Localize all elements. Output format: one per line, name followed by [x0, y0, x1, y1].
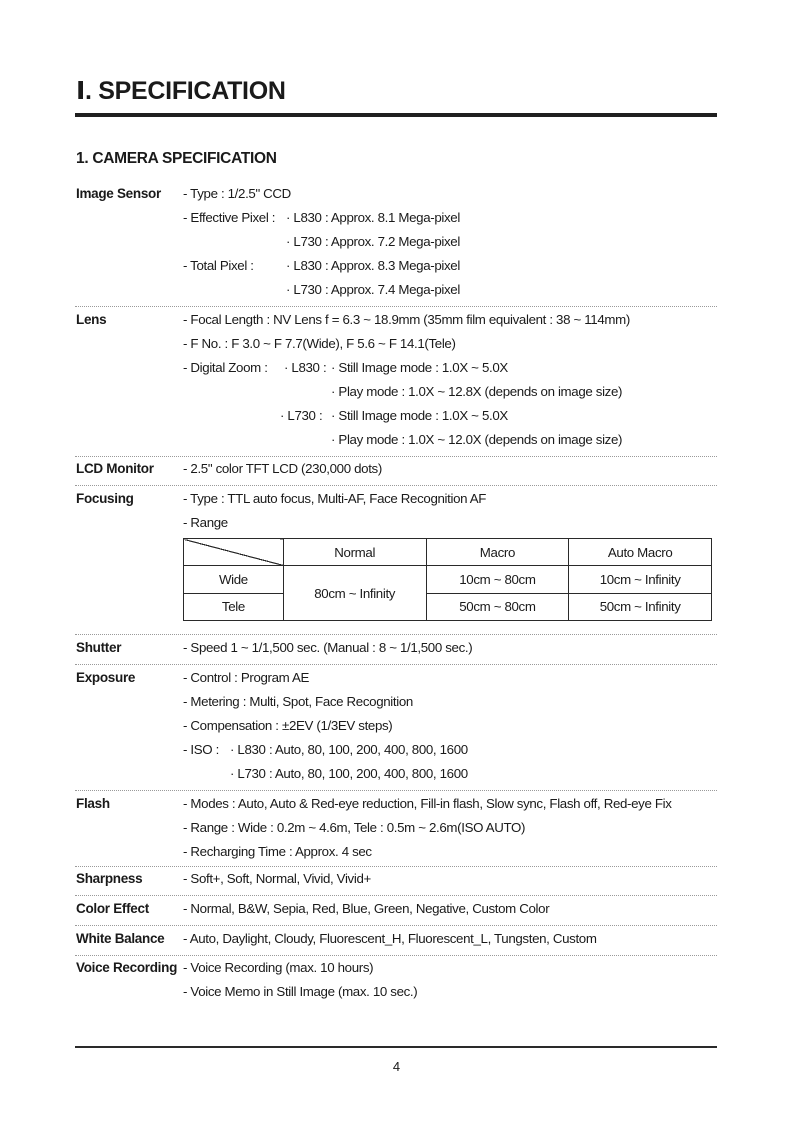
- spec-line: · Still Image mode : 1.0X ~ 5.0X: [331, 408, 508, 423]
- divider: [75, 925, 717, 926]
- spec-line: - Soft+, Soft, Normal, Vivid, Vivid+: [183, 871, 371, 886]
- spec-line: - Voice Recording (max. 10 hours): [183, 960, 374, 975]
- spec-line: · L830 : Auto, 80, 100, 200, 400, 800, 1600: [230, 742, 468, 757]
- spec-label: Voice Recording: [76, 960, 178, 975]
- spec-line: · Still Image mode : 1.0X ~ 5.0X: [331, 360, 508, 375]
- spec-line: - ISO :: [183, 742, 219, 757]
- spec-line: - Metering : Multi, Spot, Face Recognition: [183, 694, 413, 709]
- divider: [75, 955, 717, 956]
- spec-line: · L830 : Approx. 8.1 Mega-pixel: [286, 210, 460, 225]
- spec-label: Shutter: [76, 640, 122, 655]
- spec-line: - Range : Wide : 0.2m ~ 4.6m, Tele : 0.5m ~ 2.6m(ISO AUTO): [183, 820, 526, 835]
- section-title: 1. CAMERA SPECIFICATION: [76, 150, 277, 167]
- spec-line: - Type : 1/2.5" CCD: [183, 186, 291, 201]
- spec-line: · Play mode : 1.0X ~ 12.8X (depends on image size): [331, 384, 623, 399]
- table-row: [184, 566, 712, 593]
- divider: [75, 485, 717, 486]
- divider: [75, 664, 717, 665]
- spec-line: · L730 : Approx. 7.4 Mega-pixel: [286, 282, 460, 297]
- spec-line: · Play mode : 1.0X ~ 12.0X (depends on image size): [331, 432, 623, 447]
- table-cell: 50cm ~ Infinity: [569, 593, 712, 620]
- spec-line: · L730 : Auto, 80, 100, 200, 400, 800, 1600: [230, 766, 468, 781]
- spec-line: - Digital Zoom :: [183, 360, 268, 375]
- divider: [75, 866, 717, 867]
- spec-line: · L830 :: [284, 360, 327, 375]
- spec-label: Color Effect: [76, 901, 149, 916]
- table-normal-value: 80cm ~ Infinity: [283, 566, 426, 621]
- table-header-auto-macro: Auto Macro: [569, 539, 712, 566]
- spec-line: - 2.5" color TFT LCD (230,000 dots): [183, 461, 382, 476]
- table-header-macro: Macro: [426, 539, 569, 566]
- spec-line: - Recharging Time : Approx. 4 sec: [183, 844, 372, 859]
- table-row-label: Tele: [184, 593, 284, 620]
- spec-line: - Focal Length : NV Lens f = 6.3 ~ 18.9mm (35mm film equivalent : 38 ~ 114mm): [183, 312, 630, 327]
- spec-label: Sharpness: [76, 871, 143, 886]
- divider: [75, 306, 717, 307]
- spec-line: · L730 : Approx. 7.2 Mega-pixel: [286, 234, 460, 249]
- spec-line: - Compensation : ±2EV (1/3EV steps): [183, 718, 393, 733]
- spec-line: - Total Pixel :: [183, 258, 254, 273]
- spec-line: - Modes : Auto, Auto & Red-eye reduction, Fill-in flash, Slow sync, Flash off, Red-eye Fix: [183, 796, 672, 811]
- spec-label: LCD Monitor: [76, 461, 154, 476]
- table-corner-cell: [184, 539, 284, 566]
- table-header-normal: Normal: [283, 539, 426, 566]
- spec-label: Focusing: [76, 491, 134, 506]
- page-title: Ⅰ. SPECIFICATION: [76, 77, 286, 105]
- divider: [75, 456, 717, 457]
- table-row-label: Wide: [184, 566, 284, 593]
- table-cell: 50cm ~ 80cm: [426, 593, 569, 620]
- spec-label: Image Sensor: [76, 186, 161, 201]
- divider: [75, 895, 717, 896]
- table-cell: 10cm ~ 80cm: [426, 566, 569, 593]
- spec-label: Lens: [76, 312, 107, 327]
- page-number: 4: [392, 1059, 401, 1074]
- spec-line: - Control : Program AE: [183, 670, 310, 685]
- spec-line: · L730 :: [280, 408, 323, 423]
- spec-line: - Type : TTL auto focus, Multi-AF, Face Recognition AF: [183, 491, 487, 506]
- spec-line: - Effective Pixel :: [183, 210, 276, 225]
- divider: [75, 634, 717, 635]
- spec-line: - Voice Memo in Still Image (max. 10 sec.): [183, 984, 418, 999]
- spec-label: White Balance: [76, 931, 165, 946]
- title-rule: [75, 113, 717, 117]
- spec-line: - Range: [183, 515, 228, 530]
- spec-line: - Normal, B&W, Sepia, Red, Blue, Green, Negative, Custom Color: [183, 901, 550, 916]
- spec-label: Exposure: [76, 670, 136, 685]
- footer-rule: [75, 1046, 717, 1048]
- spec-line: · L830 : Approx. 8.3 Mega-pixel: [286, 258, 460, 273]
- spec-line: - F No. : F 3.0 ~ F 7.7(Wide), F 5.6 ~ F 14.1(Tele): [183, 336, 456, 351]
- focus-range-table: [183, 538, 712, 621]
- spec-label: Flash: [76, 796, 110, 811]
- divider: [75, 790, 717, 791]
- spec-line: - Auto, Daylight, Cloudy, Fluorescent_H, Fluorescent_L, Tungsten, Custom: [183, 931, 597, 946]
- spec-line: - Speed 1 ~ 1/1,500 sec. (Manual : 8 ~ 1/1,500 sec.): [183, 640, 473, 655]
- table-row: [184, 593, 712, 620]
- table-cell: 10cm ~ Infinity: [569, 566, 712, 593]
